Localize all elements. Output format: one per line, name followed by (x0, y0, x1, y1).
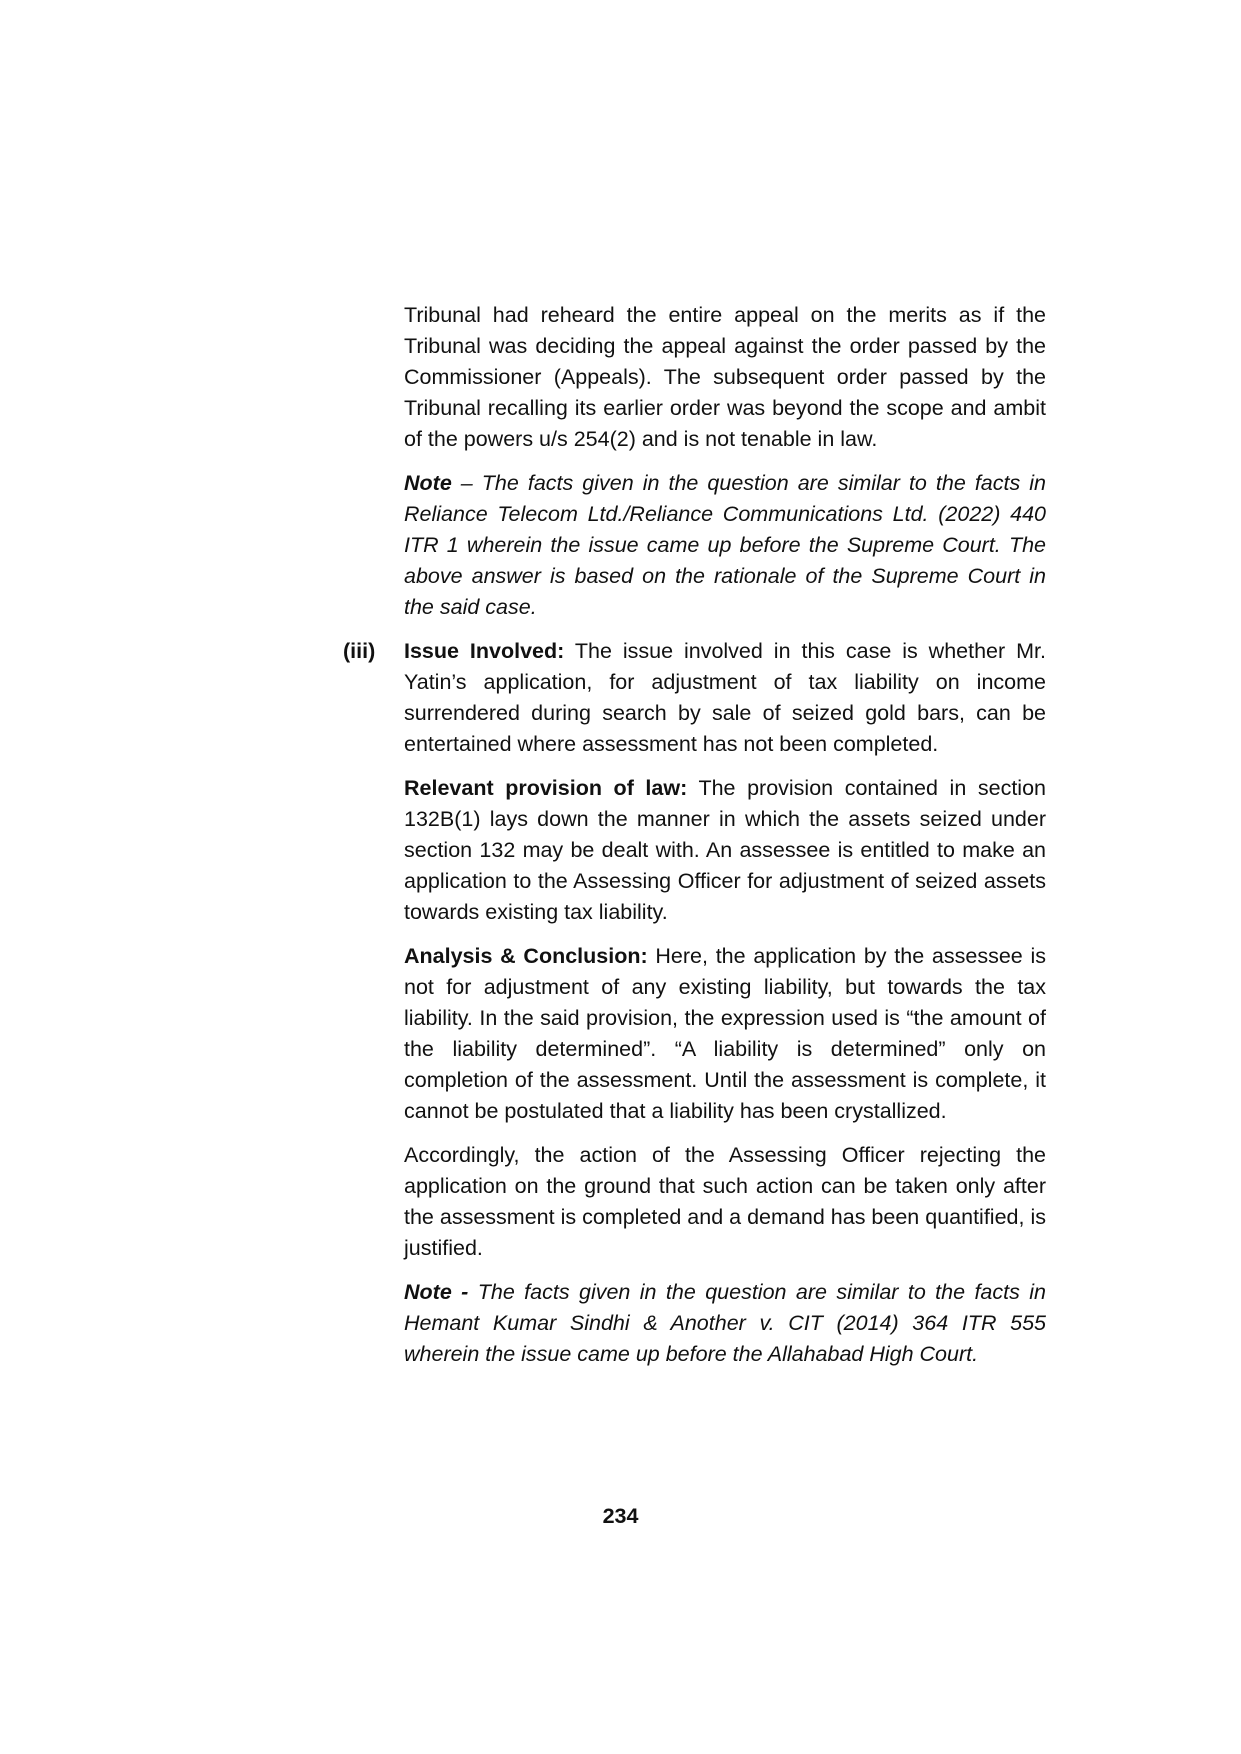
provision-paragraph (404, 773, 1046, 928)
provision-label: Relevant provision of law: (404, 776, 688, 800)
issue-paragraph (404, 636, 1046, 760)
note-text-1: – The facts given in the question are similar to the facts in Reliance Telecom Ltd./Reliance Communications Ltd. (2022) 440 ITR 1 wherein the issue came up before the Supreme Court. The above answer is based on the rationale of the Supreme Court in the said case. (404, 471, 1046, 619)
list-marker: (iii) (343, 639, 376, 663)
issue-label: Issue Involved: (404, 639, 565, 663)
note-paragraph-2 (404, 1277, 1046, 1370)
note-label-1: Note (404, 471, 452, 495)
analysis-text: Here, the application by the assessee is not for adjustment of any existing liability, but towards the tax liability. In the said provision, the expression used is “the amount of the liability determined”. “A liability is determined” only on completion of the assessment. Until the assessment is complete, it cannot be postulated that a liability has been crystallized. (404, 944, 1047, 1123)
provision-text: The provision contained in section 132B(1) lays down the manner in which the assets seized under section 132 may be dealt with. An assessee is entitled to make an application to the Assessing Officer for adjustment of seized assets towards existing tax liability. (404, 776, 1046, 924)
analysis-label: Analysis & Conclusion: (404, 944, 648, 968)
analysis-paragraph (404, 941, 1046, 1127)
note-label-2: Note - (404, 1280, 469, 1304)
note-text-2: The facts given in the question are similar to the facts in Hemant Kumar Sindhi & Another v. CIT (2014) 364 ITR 555 wherein the issue came up before the Allahabad High Court. (404, 1280, 1046, 1366)
note-paragraph-1 (404, 468, 1046, 623)
page-body (343, 300, 1047, 1383)
continuation-paragraph: Tribunal had reheard the entire appeal on the merits as if the Tribunal was deciding the appeal against the order passed by the Commissioner (Appeals). The subsequent order passed by the Tribunal recalling its earlier order was beyond the scope and ambit of the powers u/s 254(2) and is not tenable in law. (404, 303, 1046, 451)
conclusion-paragraph: Accordingly, the action of the Assessing Officer rejecting the application on the ground that such action can be taken only after the assessment is completed and a demand has been quantified, is justified. (404, 1143, 1046, 1260)
list-item-iii (343, 636, 1047, 1370)
page-number: 234 (602, 1504, 639, 1528)
issue-text: The issue involved in this case is whether Mr. Yatin’s application, for adjustment of tax liability on income surrendered during search by sale of seized gold bars, can be entertained where assessment has not been completed. (404, 639, 1046, 756)
